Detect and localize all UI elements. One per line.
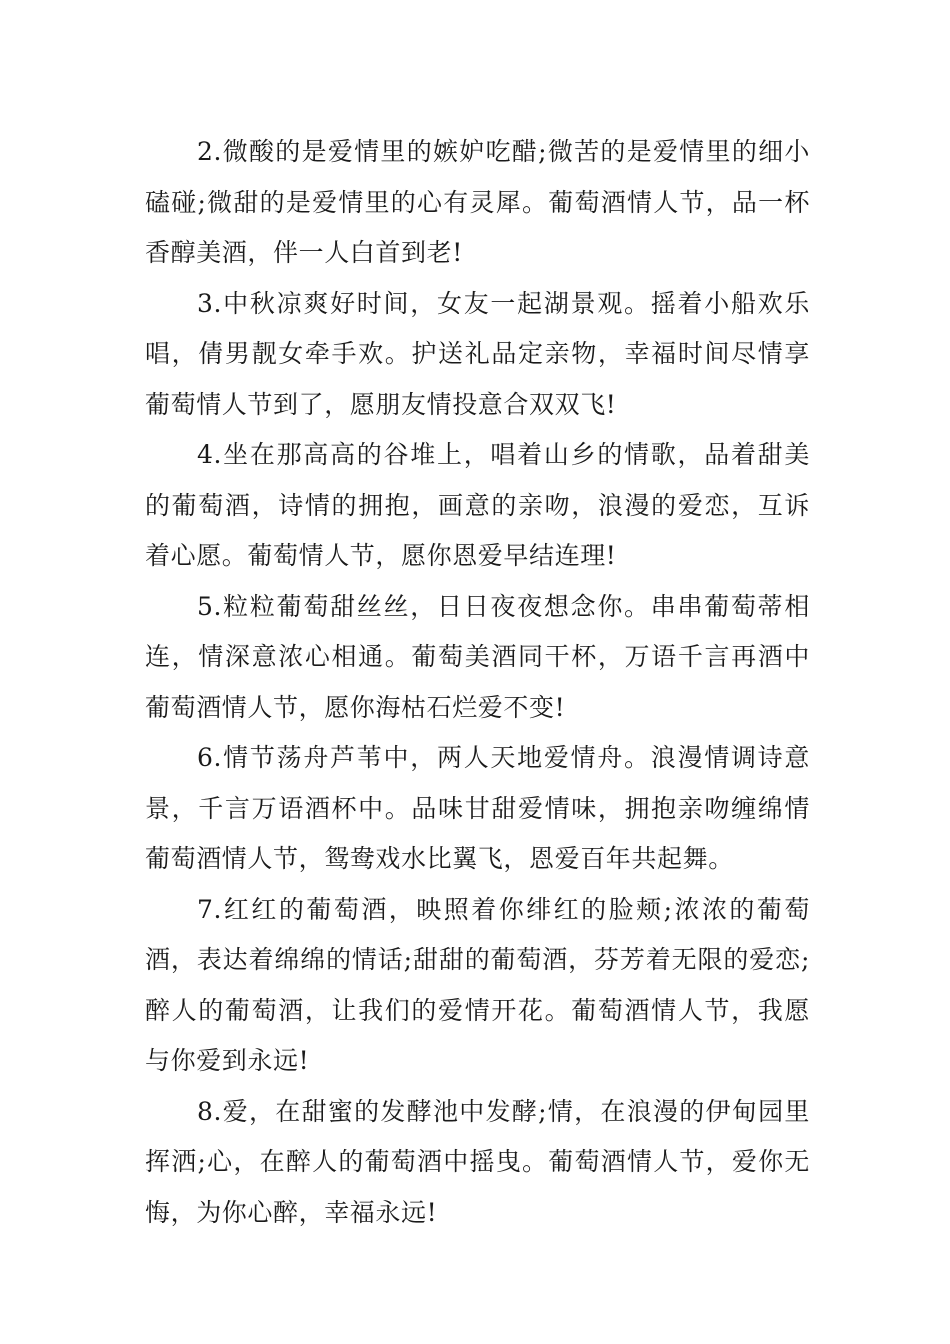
paragraph-8: 8.爱，在甜蜜的发酵池中发酵;情，在浪漫的伊甸园里挥洒;心，在醉人的葡萄酒中摇曳。葡萄酒情人节，爱你无悔，为你心醉，幸福永远! bbox=[145, 1096, 810, 1227]
paragraph-4: 4.坐在那高高的谷堆上，唱着山乡的情歌，品着甜美的葡萄酒，诗情的拥抱，画意的亲吻，浪漫的爱恋，互诉着心愿。葡萄情人节，愿你恩爱早结连理! bbox=[145, 440, 810, 570]
paragraph-5: 5.粒粒葡萄甜丝丝，日日夜夜想念你。串串葡萄蒂相连，情深意浓心相通。葡萄美酒同干杯，万语千言再酒中葡萄酒情人节，愿你海枯石烂爱不变! bbox=[145, 591, 810, 722]
document-body bbox=[145, 127, 810, 1238]
paragraph-7: 7.红红的葡萄酒，映照着你绯红的脸颊;浓浓的葡萄酒，表达着绵绵的情话;甜甜的葡萄酒，芬芳着无限的爱恋;醉人的葡萄酒，让我们的爱情开花。葡萄酒情人节，我愿与你爱到永远! bbox=[145, 894, 810, 1075]
paragraph-6: 6.情节荡舟芦苇中，两人天地爱情舟。浪漫情调诗意景，千言万语酒杯中。品味甘甜爱情味，拥抱亲吻缠绵情葡萄酒情人节，鸳鸯戏水比翼飞，恩爱百年共起舞。 bbox=[145, 743, 810, 873]
paragraph-3: 3.中秋凉爽好时间，女友一起湖景观。摇着小船欢乐唱，倩男靓女牵手欢。护送礼品定亲物，幸福时间尽情享葡萄情人节到了，愿朋友情投意合双双飞! bbox=[145, 288, 810, 419]
paragraph-2: 2.微酸的是爱情里的嫉妒吃醋;微苦的是爱情里的细小磕碰;微甜的是爱情里的心有灵犀。葡萄酒情人节，品一杯香醇美酒，伴一人白首到老! bbox=[145, 137, 810, 267]
